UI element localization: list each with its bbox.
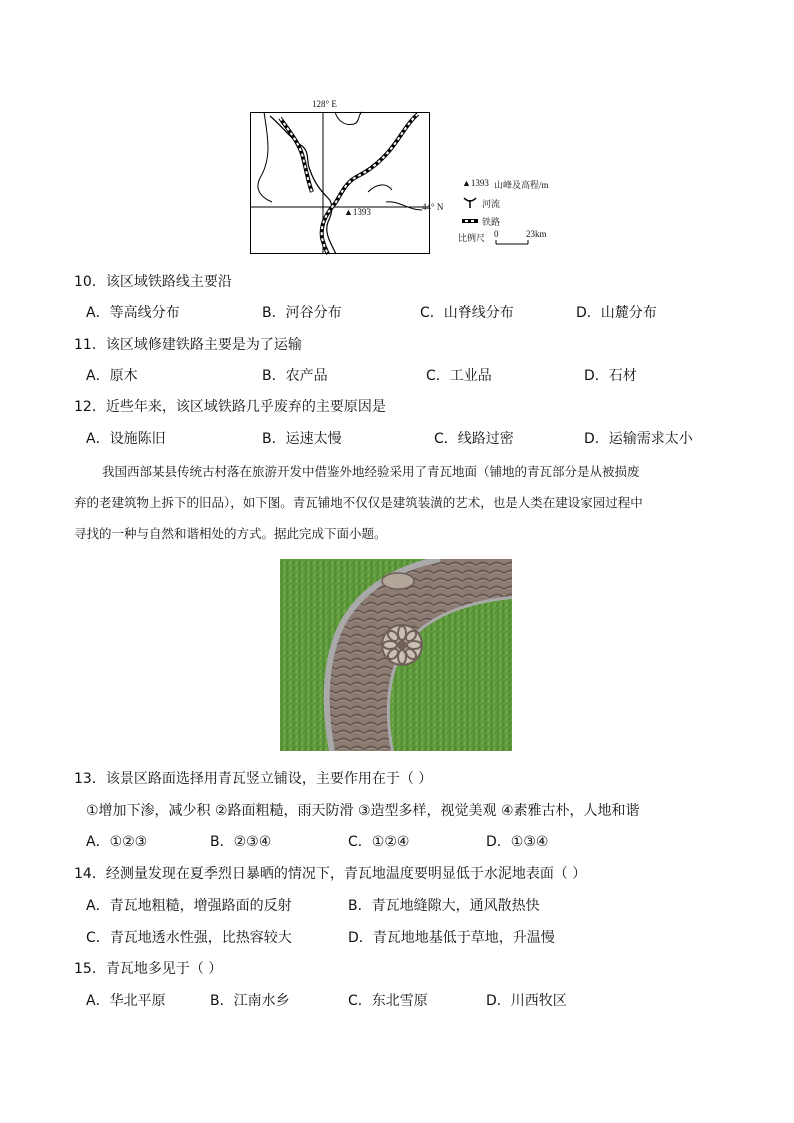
q12-option-a[interactable]: A．设施陈旧 [86, 431, 166, 447]
q15-option-d[interactable]: D．川西牧区 [486, 993, 567, 1009]
q12-option-c[interactable]: C．线路过密 [434, 431, 514, 447]
q10-option-c[interactable]: C．山脊线分布 [420, 305, 514, 321]
q10-option-b[interactable]: B．河谷分布 [262, 305, 342, 321]
q14-option-d[interactable]: D．青瓦地地基低于草地，升温慢 [348, 930, 555, 946]
question-12-stem: 12．近些年来，该区域铁路几乎废弃的主要原因是 [74, 399, 386, 415]
question-14-stem: 14．经测量发现在夏季烈日暴晒的情况下，青瓦地温度要明显低于水泥地表面（ ） [74, 866, 587, 882]
q10-option-a[interactable]: A．等高线分布 [86, 305, 180, 321]
legend-peak-text: 山峰及高程/m [494, 180, 549, 190]
q13-option-b[interactable]: B．②③④ [210, 834, 272, 850]
legend-scale-zero: 0 [494, 229, 499, 239]
tile-path-svg [280, 559, 512, 751]
latitude-label: 44° N [422, 202, 444, 212]
q11-option-c[interactable]: C．工业品 [426, 368, 492, 384]
q14-option-c[interactable]: C．青瓦地透水性强，比热容较大 [86, 930, 292, 946]
passage-line-2: 弃的老建筑物上拆下的旧品），如下图。青瓦铺地不仅仅是建筑装潢的艺术，也是人类在建设家园过程中 [74, 495, 643, 510]
legend-rail-text: 铁路 [482, 217, 501, 227]
q11-option-a[interactable]: A．原木 [86, 368, 138, 384]
q15-option-a[interactable]: A．华北平原 [86, 993, 166, 1009]
q13-option-a[interactable]: A．①②③ [86, 834, 148, 850]
q10-option-d[interactable]: D．山麓分布 [576, 305, 657, 321]
q14-option-b[interactable]: B．青瓦地缝隙大，通风散热快 [348, 898, 540, 914]
map-figure [250, 98, 570, 258]
legend-river-text: 河流 [482, 199, 501, 209]
tile-path-photo [280, 559, 512, 751]
q15-option-b[interactable]: B．江南水乡 [210, 993, 290, 1009]
q15-option-c[interactable]: C．东北雪原 [348, 993, 428, 1009]
legend-scale-end: 23km [526, 229, 547, 239]
passage-line-1: 我国西部某县传统古村落在旅游开发中借鉴外地经验采用了青瓦地面（铺地的青瓦部分是从被损废 [102, 464, 640, 479]
legend-peak-symbol: ▲1393 [462, 178, 489, 188]
q14-option-a[interactable]: A．青瓦地粗糙，增强路面的反射 [86, 898, 292, 914]
peak-label: ▲1393 [344, 207, 371, 217]
question-13-statements: ①增加下渗，减少积 ②路面粗糙，雨天防滑 ③造型多样，视觉美观 ④素雅古朴，人地和谐 [86, 803, 640, 819]
question-11-stem: 11．该区域修建铁路主要是为了运输 [74, 337, 302, 353]
legend-scale-label: 比例尺 [458, 233, 486, 243]
q11-option-b[interactable]: B．农产品 [262, 368, 328, 384]
passage-line-3: 寻找的一种与自然和谐相处的方式。据此完成下面小题。 [74, 526, 387, 541]
q13-option-c[interactable]: C．①②④ [348, 834, 410, 850]
longitude-label: 128° E [312, 99, 337, 109]
q12-option-d[interactable]: D．运输需求太小 [584, 431, 693, 447]
question-15-stem: 15．青瓦地多见于（ ） [74, 961, 223, 977]
q12-option-b[interactable]: B．运速太慢 [262, 431, 342, 447]
question-13-stem: 13．该景区路面选择用青瓦竖立铺设，主要作用在于（ ） [74, 771, 433, 787]
q13-option-d[interactable]: D．①③④ [486, 834, 549, 850]
question-10-stem: 10．该区域铁路线主要沿 [74, 274, 232, 290]
q11-option-d[interactable]: D．石材 [584, 368, 637, 384]
